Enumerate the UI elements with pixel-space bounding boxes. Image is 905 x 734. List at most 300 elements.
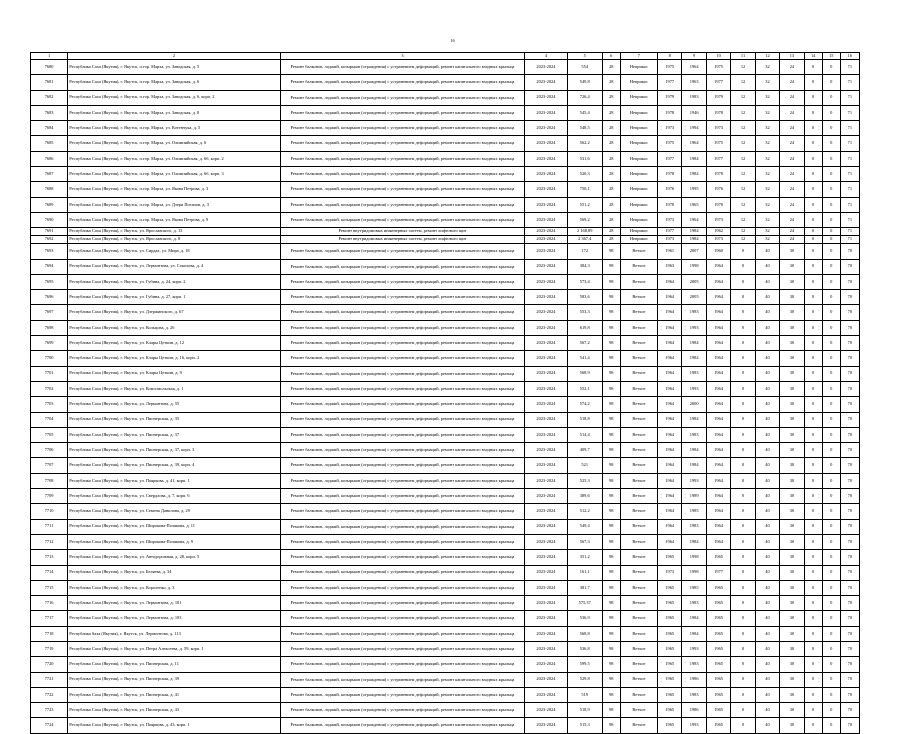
table-cell: 0 [731, 534, 755, 549]
row-number-cell: 7689 [31, 197, 68, 212]
table-cell: 30 [780, 320, 804, 335]
table-cell: 40 [755, 687, 779, 702]
address-cell: Республика Саха (Якутия), г. Якутск, п.гор. Марха, ул. Заводская, д. 6, корп. 2 [68, 90, 281, 105]
column-number: 15 [822, 53, 840, 60]
table-cell: 1964 [706, 366, 730, 381]
table-cell: 30 [780, 381, 804, 396]
row-number-cell: 7711 [31, 519, 68, 534]
table-cell: 1964 [706, 351, 730, 366]
table-cell: 30 [780, 687, 804, 702]
table-cell: 0 [731, 351, 755, 366]
table-cell: 0 [822, 489, 840, 504]
table-cell: 2023-2024 [525, 90, 568, 105]
table-cell: 0 [822, 259, 840, 274]
table-cell: 1979 [706, 90, 730, 105]
table-cell: 70 [840, 381, 859, 396]
table-cell: 71 [840, 75, 859, 90]
table-cell: 28 [602, 151, 620, 166]
row-number-cell: 7688 [31, 182, 68, 197]
table-cell: 1964 [658, 397, 682, 412]
address-cell: Республика Саха (Якутия), г. Якутск, ул. Комсомольская, д. 1 [68, 381, 281, 396]
table-cell: 70 [840, 489, 859, 504]
address-cell: Республика Саха (Якутия), г. Якутск, ул. Широкова-Полякова, д. 9 [68, 534, 281, 549]
table-cell: 0 [804, 212, 822, 227]
table-cell: 70 [840, 703, 859, 718]
table-cell: 70 [840, 611, 859, 626]
work-type-cell: Ремонт балконов, лоджий, козырьков (ограждения) с устранением деформаций, ремонт капитального входных крыльца [280, 105, 524, 120]
row-number-cell: 7708 [31, 473, 68, 488]
table-cell: 40 [755, 534, 779, 549]
table-cell: 1976 [706, 182, 730, 197]
table-cell: 1983 [682, 427, 706, 442]
column-number: 1 [31, 53, 68, 60]
table-cell: 0 [731, 687, 755, 702]
table-cell: 1965 [706, 626, 730, 641]
table-cell: 0 [822, 381, 840, 396]
table-row [31, 197, 860, 212]
table-cell: 1965 [682, 197, 706, 212]
table-cell: 40 [755, 596, 779, 611]
table-cell: 1964 [706, 427, 730, 442]
table-cell: 30 [780, 703, 804, 718]
table-cell: Ветхое [620, 336, 657, 351]
table-cell: 0 [822, 626, 840, 641]
table-cell: 71 [840, 212, 859, 227]
table-cell: 70 [840, 565, 859, 580]
table-cell: 0 [731, 657, 755, 672]
table-cell: 30 [780, 427, 804, 442]
table-cell: 172 [567, 244, 602, 259]
column-number: 3 [280, 53, 524, 60]
table-cell: 1977 [658, 75, 682, 90]
table-cell: 536,8 [567, 641, 602, 656]
table-cell: 24 [780, 75, 804, 90]
address-cell: Республика Саха (Якутия), г. Якутск, ул. Лермонтова, д. 101 [68, 596, 281, 611]
table-cell: 1984 [682, 336, 706, 351]
work-type-cell: Ремонт балконов, лоджий, козырьков (ограждения) с устранением деформаций, ремонт капитального входных крыльца [280, 397, 524, 412]
table-cell: 1983 [682, 305, 706, 320]
work-type-cell: Ремонт балконов, лоджий, козырьков (ограждения) с устранением деформаций, ремонт капитального входных крыльца [280, 611, 524, 626]
table-cell: Ветхое [620, 718, 657, 733]
table-cell: 1965 [706, 550, 730, 565]
table-row [31, 626, 860, 641]
address-cell: Республика Саха (Якутия), г. Якутск, п.гор. Марха, ул. Дзери Потапов, д. 3 [68, 197, 281, 212]
work-type-cell: Ремонт балконов, лоджий, козырьков (ограждения) с устранением деформаций, ремонт капитального входных крыльца [280, 473, 524, 488]
table-cell: 1965 [706, 611, 730, 626]
table-cell: 70 [840, 672, 859, 687]
table-cell: 1977 [706, 151, 730, 166]
table-cell: 28 [602, 121, 620, 136]
table-cell: 98 [602, 458, 620, 473]
row-number-cell: 7709 [31, 489, 68, 504]
table-cell: 2023-2024 [525, 151, 568, 166]
work-type-cell: Ремонт балконов, лоджий, козырьков (ограждения) с устранением деформаций, ремонт капитального входных крыльца [280, 703, 524, 718]
table-cell: 40 [755, 473, 779, 488]
table-cell: 1977 [658, 151, 682, 166]
table-cell: 2023-2024 [525, 366, 568, 381]
row-number-cell: 7691 [31, 228, 68, 236]
table-cell: 1964 [658, 336, 682, 351]
row-number-cell: 7699 [31, 336, 68, 351]
table-cell: 1964 [658, 274, 682, 289]
table-cell: 0 [731, 504, 755, 519]
table-cell: 70 [840, 305, 859, 320]
table-cell: 1983 [682, 687, 706, 702]
work-type-cell: Ремонт балконов, лоджий, козырьков (ограждения) с устранением деформаций, ремонт капитального входных крыльца [280, 565, 524, 580]
table-cell: 32 [755, 197, 779, 212]
table-cell: 40 [755, 703, 779, 718]
table-cell: 71 [840, 121, 859, 136]
table-cell: 32 [755, 75, 779, 90]
table-cell: 0 [804, 489, 822, 504]
table-cell: 1964 [682, 212, 706, 227]
address-cell: Республика Саха (Якутия), г. Якутск, ул. Клары Цеткин, д. 12 [68, 336, 281, 351]
table-cell: 71 [840, 60, 859, 75]
table-cell: 32 [755, 105, 779, 120]
address-cell: Республика Саха (Якутия), г. Якутск, ул. Беляева, д. 34 [68, 565, 281, 580]
table-row [31, 519, 860, 534]
table-cell: 1963 [658, 259, 682, 274]
table-cell: 71 [840, 236, 859, 244]
table-cell: 0 [822, 136, 840, 151]
table-cell: 40 [755, 550, 779, 565]
table-row [31, 687, 860, 702]
table-cell: 0 [731, 259, 755, 274]
table-cell: 98 [602, 473, 620, 488]
table-cell: 0 [822, 290, 840, 305]
table-cell: 0 [804, 703, 822, 718]
table-row [31, 672, 860, 687]
table-cell: 2023-2024 [525, 489, 568, 504]
row-number-cell: 7697 [31, 305, 68, 320]
table-cell: 0 [804, 136, 822, 151]
table-row [31, 336, 860, 351]
table-cell: 40 [755, 259, 779, 274]
table-cell: 2023-2024 [525, 336, 568, 351]
table-cell: 1964 [658, 473, 682, 488]
table-cell: 0 [731, 718, 755, 733]
table-cell: 0 [822, 105, 840, 120]
row-number-cell: 7682 [31, 90, 68, 105]
table-cell: 351,2 [567, 550, 602, 565]
table-cell: 30 [780, 259, 804, 274]
table-row [31, 182, 860, 197]
table-cell: 2023-2024 [525, 182, 568, 197]
table-cell: 30 [780, 274, 804, 289]
table-cell: Неприкос [620, 121, 657, 136]
table-cell: 0 [804, 244, 822, 259]
table-cell: 548,5 [567, 121, 602, 136]
work-type-cell: Ремонт балконов, лоджий, козырьков (ограждения) с устранением деформаций, ремонт капитального входных крыльца [280, 290, 524, 305]
table-cell: 30 [780, 534, 804, 549]
address-cell: Республика Саха (Якутия), г. Якутск, п.гор. Марха, ул. Олимпийская, д. 6 [68, 136, 281, 151]
table-cell: 2023-2024 [525, 75, 568, 90]
table-cell: Ветхое [620, 290, 657, 305]
work-type-cell: Ремонт балконов, лоджий, козырьков (ограждения) с устранением деформаций, ремонт капитального входных крыльца [280, 60, 524, 75]
table-cell: 1985 [682, 580, 706, 595]
table-cell: Ветхое [620, 473, 657, 488]
table-cell: 1976 [658, 182, 682, 197]
table-cell: 1964 [682, 136, 706, 151]
table-cell: 1973 [658, 565, 682, 580]
table-cell: 0 [804, 60, 822, 75]
column-number: 14 [804, 53, 822, 60]
table-row [31, 366, 860, 381]
table-cell: Ветхое [620, 703, 657, 718]
table-cell: 0 [804, 473, 822, 488]
table-cell: 28 [602, 236, 620, 244]
table-cell: Ветхое [620, 504, 657, 519]
row-number-cell: 7694 [31, 259, 68, 274]
table-cell: 0 [804, 504, 822, 519]
table-cell: 0 [731, 489, 755, 504]
table-cell: 0 [822, 274, 840, 289]
table-cell: 0 [731, 290, 755, 305]
table-cell: 1983 [682, 657, 706, 672]
table-cell: 40 [755, 489, 779, 504]
table-cell: 1965 [706, 657, 730, 672]
table-cell: 1965 [706, 687, 730, 702]
table-cell: 568,8 [567, 626, 602, 641]
table-cell: 1965 [658, 611, 682, 626]
table-cell: 1964 [658, 412, 682, 427]
table-cell: 1964 [706, 443, 730, 458]
column-number: 11 [731, 53, 755, 60]
table-row [31, 236, 860, 244]
table-cell: 1998 [682, 550, 706, 565]
table-cell: 0 [822, 687, 840, 702]
table-cell: 70 [840, 397, 859, 412]
table-cell: Ветхое [620, 443, 657, 458]
table-cell: 1964 [706, 305, 730, 320]
table-row [31, 657, 860, 672]
table-cell: 98 [602, 519, 620, 534]
table-cell: 98 [602, 703, 620, 718]
table-cell: 30 [780, 718, 804, 733]
work-type-cell: Ремонт балконов, лоджий, козырьков (ограждения) с устранением деформаций, ремонт капитального входных крыльца [280, 212, 524, 227]
table-cell: 1993 [682, 718, 706, 733]
table-cell: 574,2 [567, 397, 602, 412]
table-cell: 2023-2024 [525, 687, 568, 702]
table-cell: Неприкос [620, 60, 657, 75]
table-cell: 1964 [706, 412, 730, 427]
table-cell: 599,5 [567, 657, 602, 672]
table-cell: 70 [840, 504, 859, 519]
table-cell: 2023-2024 [525, 550, 568, 565]
work-type-cell: Ремонт балконов, лоджий, козырьков (ограждения) с устранением деформаций, ремонт капитального входных крыльца [280, 641, 524, 656]
table-cell: 0 [731, 397, 755, 412]
row-number-cell: 7702 [31, 381, 68, 396]
table-cell: 1998 [682, 259, 706, 274]
table-cell: 98 [602, 672, 620, 687]
table-header-row [31, 53, 860, 60]
table-cell: 98 [602, 443, 620, 458]
address-cell: Республика Саха (Якутия), г. Якутск, ул. Лермонтова, д. 103 [68, 611, 281, 626]
row-number-cell: 7685 [31, 136, 68, 151]
table-cell: 28 [602, 75, 620, 90]
table-cell: 70 [840, 351, 859, 366]
table-cell: 98 [602, 412, 620, 427]
row-number-cell: 7680 [31, 60, 68, 75]
table-cell: 1964 [706, 504, 730, 519]
table-cell: 0 [822, 443, 840, 458]
table-row [31, 305, 860, 320]
table-cell: 98 [602, 290, 620, 305]
row-number-cell: 7687 [31, 167, 68, 182]
table-cell: 24 [780, 90, 804, 105]
table-cell: 40 [755, 305, 779, 320]
work-type-cell: Ремонт балконов, лоджий, козырьков (ограждения) с устранением деформаций, ремонт капитального входных крыльца [280, 244, 524, 259]
table-cell: 0 [822, 366, 840, 381]
table-cell: Ветхое [620, 489, 657, 504]
table-cell: 1964 [658, 290, 682, 305]
table-cell: 70 [840, 244, 859, 259]
table-cell: Ветхое [620, 672, 657, 687]
table-cell: 0 [822, 212, 840, 227]
row-number-cell: 7686 [31, 151, 68, 166]
table-cell: 0 [822, 244, 840, 259]
table-cell: 1973 [658, 121, 682, 136]
table-cell: 1961 [658, 244, 682, 259]
table-cell: 0 [822, 611, 840, 626]
table-cell: 0 [731, 320, 755, 335]
table-cell: 40 [755, 641, 779, 656]
table-cell: 1964 [658, 320, 682, 335]
table-cell: 0 [804, 672, 822, 687]
table-row [31, 489, 860, 504]
row-number-cell: 7690 [31, 212, 68, 227]
table-cell: 1993 [682, 473, 706, 488]
table-cell: 569,2 [567, 212, 602, 227]
table-cell: 2023-2024 [525, 580, 568, 595]
work-type-cell: Ремонт балконов, лоджий, козырьков (ограждения) с устранением деформаций, ремонт капитального входных крыльца [280, 121, 524, 136]
row-number-cell: 7683 [31, 105, 68, 120]
table-cell: 1994 [682, 121, 706, 136]
table-cell: 12 [731, 212, 755, 227]
table-cell: 1984 [682, 458, 706, 473]
table-cell: 2023-2024 [525, 657, 568, 672]
table-cell: 40 [755, 412, 779, 427]
table-cell: 28 [602, 167, 620, 182]
table-cell: 2023-2024 [525, 641, 568, 656]
column-number: 5 [567, 53, 602, 60]
table-cell: 521 [567, 458, 602, 473]
work-type-cell: Ремонт внутридомовых инженерных систем, ремонт лифтового щит [280, 228, 524, 236]
table-cell: 409,7 [567, 443, 602, 458]
table-cell: 98 [602, 718, 620, 733]
table-cell: 2023-2024 [525, 290, 568, 305]
address-cell: Республика Саха (Якутия), г. Якутск, ул. Автодорожная, д. 28, корп. 5 [68, 550, 281, 565]
address-cell: Республика Саха (Якутия), г. Якутск, п.гор. Марха, ул. Якова Петрова, д. 9 [68, 212, 281, 227]
table-cell: 0 [822, 550, 840, 565]
table-cell: 1977 [706, 75, 730, 90]
table-cell: 98 [602, 397, 620, 412]
table-cell: 0 [822, 351, 840, 366]
table-row [31, 244, 860, 259]
table-cell: 0 [804, 121, 822, 136]
table-cell: 552,1 [567, 381, 602, 396]
table-cell: 0 [804, 366, 822, 381]
table-cell: 1964 [706, 458, 730, 473]
table-cell: 0 [731, 596, 755, 611]
table-cell: 98 [602, 534, 620, 549]
table-cell: Неприкос [620, 212, 657, 227]
table-cell: 518,8 [567, 412, 602, 427]
table-cell: 98 [602, 550, 620, 565]
table-cell: 24 [780, 136, 804, 151]
table-cell: 2023-2024 [525, 412, 568, 427]
table-cell: 32 [755, 151, 779, 166]
table-cell: 2023-2024 [525, 305, 568, 320]
table-cell: 0 [804, 550, 822, 565]
work-type-cell: Ремонт балконов, лоджий, козырьков (ограждения) с устранением деформаций, ремонт капитального входных крыльца [280, 718, 524, 733]
table-cell: 0 [804, 687, 822, 702]
table-cell: 519 [567, 687, 602, 702]
table-row [31, 550, 860, 565]
table-cell: 98 [602, 565, 620, 580]
table-cell: 2023-2024 [525, 167, 568, 182]
row-number-cell: 7721 [31, 672, 68, 687]
table-cell: 40 [755, 397, 779, 412]
address-cell: Республика Саха (Якутия), г. Якутск, ул. Губина, д. 24, корп. 2 [68, 274, 281, 289]
work-type-cell: Ремонт балконов, лоджий, козырьков (ограждения) с устранением деформаций, ремонт капитального входных крыльца [280, 504, 524, 519]
table-cell: 1975 [658, 60, 682, 75]
table-cell: 70 [840, 412, 859, 427]
table-cell: 0 [731, 611, 755, 626]
table-cell: 0 [822, 412, 840, 427]
table-cell: 0 [822, 397, 840, 412]
table-cell: 30 [780, 550, 804, 565]
table-cell: 40 [755, 565, 779, 580]
table-cell: 12 [731, 90, 755, 105]
table-cell: 1964 [706, 259, 730, 274]
table-cell: 2023-2024 [525, 596, 568, 611]
table-cell: 12 [731, 182, 755, 197]
table-cell: 12 [731, 136, 755, 151]
table-cell: 389,6 [567, 489, 602, 504]
table-cell: 70 [840, 473, 859, 488]
table-cell: 0 [804, 274, 822, 289]
table-cell: 32 [755, 212, 779, 227]
table-cell: 0 [731, 412, 755, 427]
work-type-cell: Ремонт балконов, лоджий, козырьков (ограждения) с устранением деформаций, ремонт капитального входных крыльца [280, 427, 524, 442]
table-cell: 70 [840, 443, 859, 458]
table-cell: 24 [780, 151, 804, 166]
table-cell: 40 [755, 336, 779, 351]
table-cell: 1993 [682, 381, 706, 396]
table-cell: 1964 [658, 504, 682, 519]
table-cell: 726,4 [567, 90, 602, 105]
table-cell: Неприкос [620, 236, 657, 244]
table-cell: 12 [731, 121, 755, 136]
table-cell: Ветхое [620, 351, 657, 366]
table-cell: 70 [840, 519, 859, 534]
table-cell: Неприкос [620, 182, 657, 197]
table-cell: Ветхое [620, 366, 657, 381]
table-cell: 2023-2024 [525, 534, 568, 549]
table-cell: 24 [780, 236, 804, 244]
address-cell: Республика Саха (Якутия), г. Якутск, ул. Свердлова, д. 7, корп. 6 [68, 489, 281, 504]
row-number-cell: 7723 [31, 703, 68, 718]
address-cell: Республика Саха (Якутия), г. Якутск, ул. Пионерская, д. 37 [68, 427, 281, 442]
table-cell: Ветхое [620, 550, 657, 565]
table-cell: 1983 [682, 90, 706, 105]
work-type-cell: Ремонт балконов, лоджий, козырьков (ограждения) с устранением деформаций, ремонт капитального входных крыльца [280, 136, 524, 151]
address-cell: Республика Саха (Якутия), г. Якутск, ул. Петра Алексеева, д. 59, корп. 1 [68, 641, 281, 656]
table-cell: 12 [731, 60, 755, 75]
work-type-cell: Ремонт балконов, лоджий, козырьков (ограждения) с устранением деформаций, ремонт капитального входных крыльца [280, 259, 524, 274]
table-cell: 0 [731, 580, 755, 595]
